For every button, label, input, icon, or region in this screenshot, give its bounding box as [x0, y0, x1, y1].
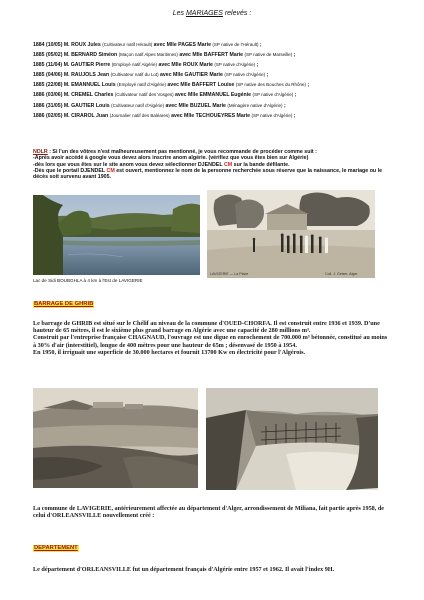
- entry-end: ;: [258, 42, 262, 48]
- entry-end: ;: [292, 52, 296, 59]
- entry-groom: 1885 (22/08) M. EMANNUEL Louis: [33, 82, 118, 89]
- entry-groom-note: (Journalier natif des Baléares): [109, 112, 170, 118]
- entry-groom-note: (Cultivateur natif du Lot): [110, 72, 159, 78]
- ndlr-note: [33, 149, 383, 180]
- entry-bride-note: (SP native de l'Hérault): [212, 42, 259, 47]
- title-underlined: MARIAGES: [185, 10, 223, 17]
- dam-photo-right: [206, 388, 378, 490]
- marriage-entry: [33, 60, 393, 70]
- entry-groom-note: (Employé natif d'Algérie): [117, 82, 166, 88]
- postcard-right-caption: Coll. J. Geiser, Alger: [325, 272, 358, 276]
- entry-groom: 1886 (02/05) M. CIRAROL Juan: [33, 112, 110, 119]
- commune-text: [33, 505, 389, 519]
- marriage-entry: [33, 90, 393, 100]
- marriage-entry: [33, 111, 393, 121]
- entry-bride: avec Mlle EMMANUEL Eugénie: [173, 92, 253, 99]
- entry-end: ;: [255, 62, 259, 69]
- entry-groom: 1885 (05/02) M. BERNARD Siméon: [33, 52, 119, 59]
- entry-bride: avec Mlle PAGES Marie: [152, 42, 213, 48]
- entry-bride: avec Mlle GAUTIER Marie: [158, 72, 225, 79]
- ndlr-line-4a: -Dès que le portail DJENDEL: [33, 167, 107, 174]
- entry-end: ;: [265, 72, 269, 79]
- entry-groom-note: (Cultivateur natif Hérault): [102, 42, 153, 47]
- barrage-paragraph-3: En 1950, il irriguait une superficie de 30.000 hectares et fournit 13700 Kw en électricité pour l'Algérois.: [33, 348, 306, 356]
- postcard-photo: [207, 190, 375, 278]
- commune-paragraph: La commune de LAVIGERIE, antérieurement affectée au département d'Alger, arrondissement de Miliana, fait partie après 1958, de celui d'ORLEANSVILLE nouvellement créé :: [33, 505, 385, 520]
- dam-photo-left: [33, 388, 198, 488]
- entry-bride-note: (SP native d'Algérie): [224, 72, 266, 78]
- ndlr-label: NDLR: [33, 149, 48, 155]
- ndlr-line-4b: est ouvert, mentionnez le nom de la personne recherchée sous réserve que la naissance, le mariage ou le décès soit survenu avant 1905.: [33, 167, 383, 181]
- entry-groom-note: (Employé natif Algérie): [111, 62, 157, 68]
- entry-bride: avec Mlle ROUX Marie: [157, 62, 215, 69]
- entry-bride-note: (Ménagère native d'Algérie): [227, 102, 283, 108]
- entry-bride: avec Mlle BAFFERT Marie: [177, 52, 245, 59]
- marriage-entry: [33, 101, 393, 111]
- marriage-entry: [33, 80, 393, 90]
- entry-groom: 1884 (10/05) M. ROUX Jules: [33, 42, 103, 48]
- lake-photo: [33, 195, 200, 275]
- entry-end: ;: [282, 102, 286, 109]
- marriage-entry: [33, 40, 393, 50]
- postcard-left-caption: LAVIGERIE — La Place: [210, 272, 249, 276]
- entry-groom-note: (Cultivateur natif des Vosges): [114, 92, 174, 98]
- lake-caption: Lac de Sidi BOUBGHLA à 4 km à l'Est de LAVIGERIE: [33, 278, 143, 283]
- entry-groom-note: (Cultivateur natif d'Algérie): [111, 102, 165, 108]
- entry-end: ;: [293, 92, 297, 99]
- marriage-list: [33, 40, 393, 121]
- ndlr-line-2: -Après avoir accédé à google vous devez alors inscrire anom algérie. (vérifiez que vous êtes bien sur Algérie): [33, 155, 309, 162]
- entry-end: ;: [305, 82, 310, 89]
- barrage-paragraph-2: Construit par l'entreprise française CHAGNAUD, l'ouvrage est une digue en enrochement de 700.000 m³ bétonnée, constitué au moins à 30% d'air (interstitiel), longue de 400 mètres pour une hauteur de 65m ; désenvasé de 1950 à 1954.: [33, 334, 388, 349]
- departement-heading: DEPARTEMENT: [34, 545, 78, 551]
- ndlr-line-3a: -dès lors que vous êtes sur le site anom vous devez sélectionner DJENDEL: [33, 161, 224, 168]
- marriage-entry: [33, 50, 393, 60]
- departement-text: [33, 566, 389, 573]
- ndlr-line-1: : Si l'un des vôtres n'est malheureusement pas mentionné, je vous recommande de procéder comme suit :: [47, 149, 317, 155]
- title-suffix: relevés :: [222, 10, 252, 17]
- barrage-text: [33, 320, 389, 356]
- barrage-heading: BARRAGE DE GHRIB: [34, 301, 94, 307]
- title-prefix: Les: [172, 10, 186, 17]
- entry-bride-note: (SP native d'Algérie): [251, 112, 293, 118]
- entry-bride-note: (SP native de Marseille): [244, 52, 293, 58]
- entry-groom: 1885 (11/04) M. GAUTIER Pierre: [33, 62, 112, 69]
- page-title: [0, 10, 424, 17]
- entry-groom: 1886 (31/05) M. GAUTIER Louis: [33, 102, 112, 109]
- entry-bride: avec Mlle BAFFERT Louise: [165, 82, 236, 89]
- entry-groom-note: (Maçon natif Alpes Maritimes): [118, 52, 178, 58]
- cm-mark: CM: [106, 167, 115, 174]
- entry-bride: avec Mlle TECHOUEYRES Marie: [169, 112, 252, 119]
- entry-bride-note: (SP native d'Algérie): [214, 62, 256, 68]
- barrage-paragraph-1: Le barrage de GHRIB est situé sur le Chélif au niveau de la commune d'OUED-CHORFA. Il est construit entre 1936 et 1939. D'une hauteur de 65 mètres, il est le sixième plus grand barrage en Algérie avec une capacité de 280 millions m³.: [33, 320, 380, 335]
- entry-groom: 1886 (03/06) M. CREMEL Charles: [33, 92, 115, 99]
- entry-groom: 1885 (04/06) M. RAUJOLS Jean: [33, 72, 111, 79]
- entry-end: ;: [292, 112, 296, 119]
- entry-bride-note: (SP native d'Algérie): [252, 92, 294, 98]
- departement-paragraph: Le département d'ORLEANSVILLE fut un département français d'Algérie entre 1957 et 1962. Il avait l'index 9H.: [33, 566, 335, 573]
- cm-mark: CM: [223, 161, 233, 168]
- ndlr-line-3b: sur la bande défilante.: [232, 161, 290, 168]
- entry-bride: avec Mlle BUZUEL Marie: [164, 102, 228, 109]
- marriage-entry: [33, 70, 393, 80]
- entry-bride-note: (SP native des Bouches du Rhône): [235, 82, 306, 88]
